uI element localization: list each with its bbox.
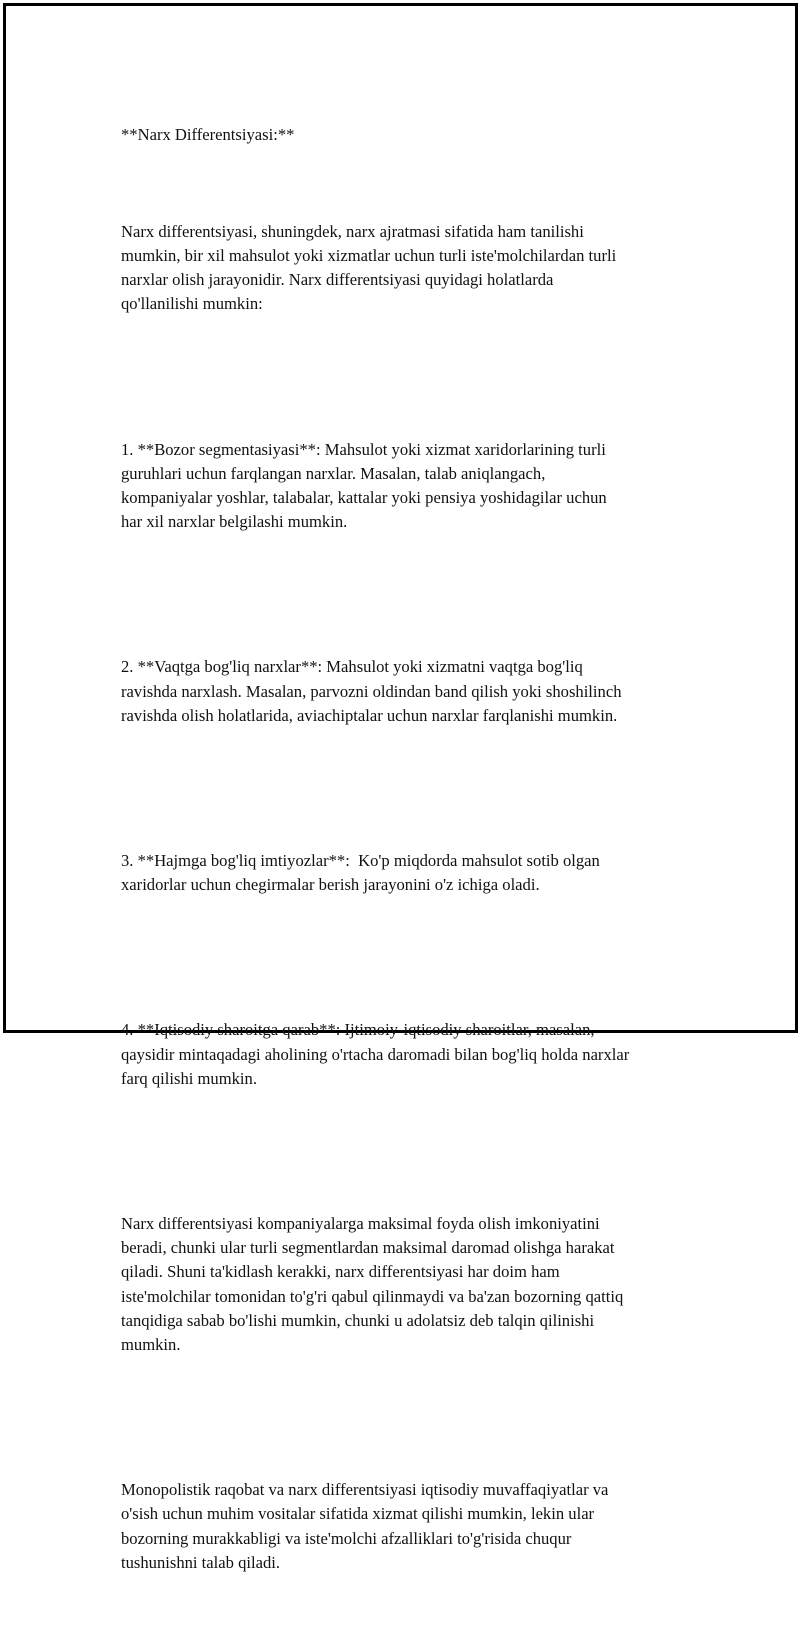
paragraph-item-1	[121, 389, 721, 583]
text-line: tushunishni talab qiladi.	[121, 1552, 281, 1572]
text-line: mumkin.	[121, 1335, 181, 1355]
text-line: mumkin, bir xil mahsulot yoki xizmatlar uchun turli iste'molchilardan turli	[121, 246, 617, 265]
text-line: guruhlari uchun farqlangan narxlar. Masalan, talab aniqlangach,	[121, 463, 546, 483]
text-line: 3. **Hajmga bog'liq imtiyozlar**: Ko'p miqdorda mahsulot sotib olgan	[121, 851, 600, 871]
text-line: o'sish uchun muhim vositalar sifatida xizmat qilishi mumkin, lekin ular	[121, 1504, 595, 1524]
text-line: farq qilishi mumkin.	[121, 1068, 257, 1088]
paragraph-conclusion	[121, 1430, 721, 1624]
text-line: 2. **Vaqtga bog'liq narxlar**: Mahsulot yoki xizmatni vaqtga bog'liq	[121, 657, 583, 677]
text-line: har xil narxlar belgilashi mumkin.	[121, 512, 348, 532]
text-line: Monopolistik raqobat va narx differentsiyasi iqtisodiy muvaffaqiyatlar va	[121, 1480, 609, 1500]
document-body	[121, 123, 721, 1648]
paragraph-item-4	[121, 970, 721, 1139]
page-frame	[3, 3, 798, 1572]
text-line: xaridorlar uchun chegirmalar berish jarayonini o'z ichiga oladi.	[121, 875, 540, 895]
text-line: Narx differentsiyasi kompaniyalarga maksimal foyda olish imkoniyatini	[121, 1214, 600, 1234]
text-line: kompaniyalar yoshlar, talabalar, kattalar yoki pensiya yoshidagilar uchun	[121, 488, 607, 508]
text-line: qaysidir mintaqadagi aholining o'rtacha daromadi bilan bog'liq holda narxlar	[121, 1044, 630, 1064]
document-heading	[121, 123, 721, 147]
text-line: narxlar olish jarayonidir. Narx differentsiyasi quyidagi holatlarda	[121, 270, 554, 290]
paragraph-intro	[121, 171, 721, 365]
text-line: ravishda narxlash. Masalan, parvozni oldindan band qilish yoki shoshilinch	[121, 681, 622, 701]
text-line: 4. **Iqtisodiy sharoitga qarab**: Ijtimoiy-iqtisodiy sharoitlar, masalan,	[121, 1020, 595, 1040]
text-line: tanqidiga sabab bo'lishi mumkin, chunki u adolatsiz deb talqin qilinishi	[121, 1310, 595, 1330]
text-line: 1. **Bozor segmentasiyasi**: Mahsulot yoki xizmat xaridorlarining turli	[121, 439, 606, 459]
text-line: iste'molchilar tomonidan to'g'ri qabul qilinmaydi va ba'zan bozorning qattiq	[121, 1286, 624, 1306]
text-line: Narx differentsiyasi, shuningdek, narx ajratmasi sifatida ham tanilishi	[121, 221, 584, 241]
text-line: beradi, chunki ular turli segmentlardan maksimal daromad olishga harakat	[121, 1238, 615, 1258]
paragraph-item-3	[121, 801, 721, 946]
text-line: ravishda olish holatlarida, aviachiptalar uchun narxlar farqlanishi mumkin.	[121, 705, 618, 725]
text-line: qiladi. Shuni ta'kidlash kerakki, narx differentsiyasi har doim ham	[121, 1262, 560, 1282]
paragraph-benefits	[121, 1164, 721, 1406]
text-line: qo'llanilishi mumkin:	[121, 294, 263, 314]
text-line: bozorning murakkabligi va iste'molchi afzalliklari to'g'risida chuqur	[121, 1528, 572, 1548]
heading-line: **Narx Differentsiyasi:**	[121, 125, 295, 144]
paragraph-item-2	[121, 607, 721, 776]
